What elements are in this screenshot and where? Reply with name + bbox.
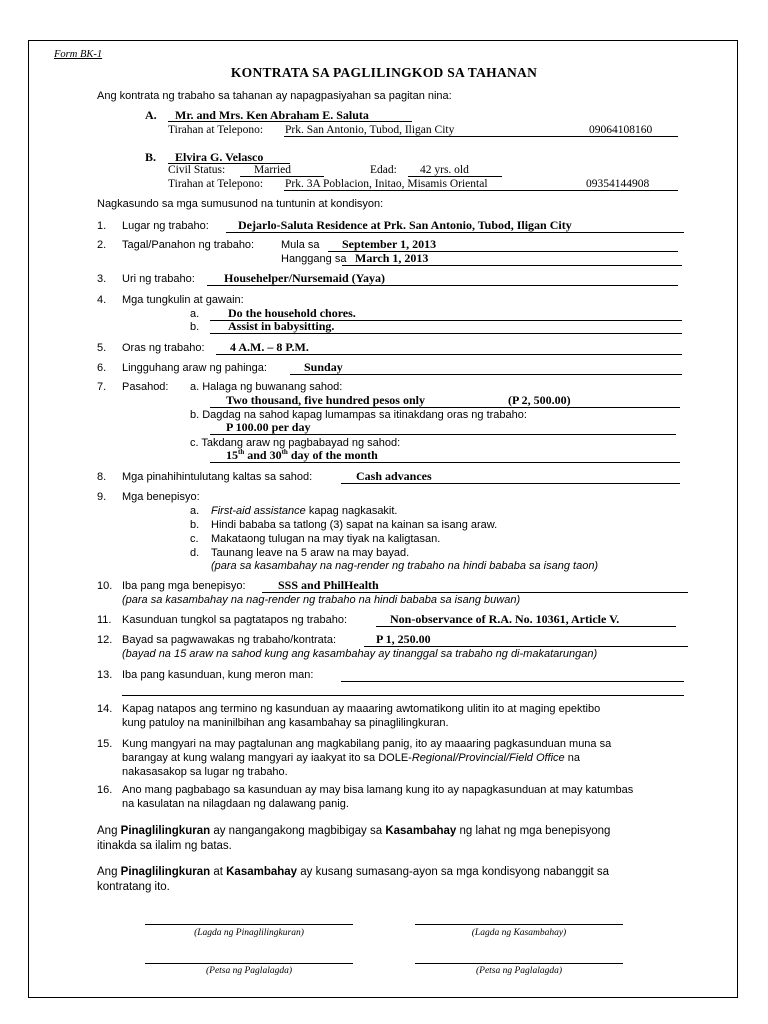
employer-date-line xyxy=(145,963,353,964)
closing-paragraph-1-line-2: itinakda sa ilalim ng batas. xyxy=(97,840,232,852)
benefit-d-marker: d. xyxy=(190,547,200,559)
party-b-address: Prk. 3A Poblacion, Initao, Misamis Oriental xyxy=(285,178,488,190)
item-16-number: 16. xyxy=(97,784,113,796)
benefit-a-text: First-aid assistance kapag nagkasakit. xyxy=(211,505,398,517)
salary-b-line xyxy=(210,434,676,435)
item-14-line-2: kung patuloy na maninilbihan ang kasambahay sa pinaglilingkuran. xyxy=(122,717,449,729)
item-3-number: 3. xyxy=(97,273,107,285)
salary-a-line xyxy=(210,407,680,408)
benefit-d-note: (para sa kasambahay na nag-render ng trabaho na hindi bababa sa isang taon) xyxy=(211,560,599,572)
item-4b-line xyxy=(210,333,682,334)
item-14-line-1: Kapag natapos ang termino ng kasunduan ay maaaring awtomatikong ulitin ito at maging epektibo xyxy=(122,703,601,715)
overtime-pay-value: P 100.00 per day xyxy=(226,420,311,434)
item-10-note: (para sa kasambahay na nag-render ng trabaho na hindi bababa sa isang buwan) xyxy=(122,594,521,606)
helper-date-caption: (Petsa ng Paglalagda) xyxy=(475,966,562,976)
party-b-marker: B. xyxy=(145,150,157,164)
intro-text: Ang kontrata ng trabaho sa tahanan ay napagpasiyahan sa pagitan nina: xyxy=(97,90,452,102)
item-7-label: Pasahod: xyxy=(122,381,169,393)
benefit-a-marker: a. xyxy=(190,505,200,517)
item-9-number: 9. xyxy=(97,491,107,503)
party-b-name: Elvira G. Velasco xyxy=(175,150,264,164)
item-14-number: 14. xyxy=(97,703,113,715)
employer-signature-line xyxy=(145,924,353,925)
item-13-line-2 xyxy=(122,695,684,696)
item-5-number: 5. xyxy=(97,342,107,354)
closing-paragraph-1: Ang Pinaglilingkuran ay nangangakong magbibigay sa Kasambahay ng lahat ng mga benepisyong xyxy=(97,825,611,837)
item-10-line xyxy=(262,592,688,593)
helper-signature-caption: (Lagda ng Kasambahay) xyxy=(471,928,567,938)
item-11-line xyxy=(376,626,676,627)
form-id: Form BK-1 xyxy=(54,49,103,60)
period-from-label: Mula sa xyxy=(281,239,320,251)
item-7-number: 7. xyxy=(97,381,107,393)
item-13-number: 13. xyxy=(97,669,113,681)
salary-a-label: a. Halaga ng buwanang sahod: xyxy=(190,381,343,393)
item-10-label: Iba pang mga benepisyo: xyxy=(122,580,246,592)
party-a-phone: 09064108160 xyxy=(589,124,653,136)
item-16-line-2: na kasulatan na nilagdaan ng dalawang panig. xyxy=(122,798,349,810)
payday-value: 15th and 30th day of the month xyxy=(226,448,378,462)
closing-paragraph-2-line-2: kontratang ito. xyxy=(97,881,170,893)
item-10-number: 10. xyxy=(97,580,113,592)
item-4-label: Mga tungkulin at gawain: xyxy=(122,294,244,306)
item-6-label: Lingguhang araw ng pahinga: xyxy=(122,362,267,374)
party-a-address: Prk. San Antonio, Tubod, Iligan City xyxy=(285,124,455,136)
helper-signature-line xyxy=(415,924,623,925)
item-3-line xyxy=(207,285,678,286)
benefit-c-text: Makataong tulugan na may tiyak na kaligtasan. xyxy=(211,533,441,545)
salary-b-label: b. Dagdag na sahod kapag lumampas sa itinakdang oras ng trabaho: xyxy=(190,409,527,421)
item-13-label: Iba pang kasunduan, kung meron man: xyxy=(122,669,314,681)
item-4-number: 4. xyxy=(97,294,107,306)
item-12-number: 12. xyxy=(97,634,113,646)
item-3-label: Uri ng trabaho: xyxy=(122,273,195,285)
other-benefits-value: SSS and PhilHealth xyxy=(278,578,379,592)
work-hours-value: 4 A.M. – 8 P.M. xyxy=(230,340,309,354)
benefit-b-text: Hindi bababa sa tatlong (3) sapat na kainan sa isang araw. xyxy=(211,519,498,531)
item-5-line xyxy=(216,354,682,355)
item-15-number: 15. xyxy=(97,738,113,750)
item-12-line xyxy=(364,646,688,647)
employer-signature-caption: (Lagda ng Pinaglilingkuran) xyxy=(194,928,304,938)
item-5-label: Oras ng trabaho: xyxy=(122,342,205,354)
rest-day-value: Sunday xyxy=(304,360,343,374)
item-15-line-1: Kung mangyari na may pagtalunan ang magkabilang panig, ito ay maaaring pagkasunduan muna sa xyxy=(122,738,612,750)
salary-c-label: c. Takdang araw ng pagbabayad ng sahod: xyxy=(190,437,401,449)
item-2-label: Tagal/Panahon ng trabaho: xyxy=(122,239,255,251)
salary-a-value: Two thousand, five hundred pesos only xyxy=(226,393,425,407)
item-12-note: (bayad na 15 araw na sahod kung ang kasambahay ay tinanggal sa trabaho ng di-makatarungan) xyxy=(122,648,598,660)
item-8-line xyxy=(341,483,680,484)
duty-b-value: Assist in babysitting. xyxy=(228,319,335,333)
work-type-value: Househelper/Nursemaid (Yaya) xyxy=(224,271,385,285)
party-a-name: Mr. and Mrs. Ken Abraham E. Saluta xyxy=(175,108,369,122)
item-4b-marker: b. xyxy=(190,321,200,333)
age-value: 42 yrs. old xyxy=(420,164,469,176)
salary-a-amount: (P 2, 500.00) xyxy=(508,393,571,407)
period-to-line xyxy=(342,265,682,266)
item-11-number: 11. xyxy=(97,614,112,626)
item-15-line-2: barangay at kung walang mangyari ay iaakyat ito sa DOLE-Regional/Provincial/Field Office na xyxy=(122,752,580,764)
item-1-label: Lugar ng trabaho: xyxy=(122,220,209,232)
benefit-b-marker: b. xyxy=(190,519,200,531)
item-1-number: 1. xyxy=(97,220,107,232)
employer-date-caption: (Petsa ng Paglalagda) xyxy=(205,966,292,976)
age-label: Edad: xyxy=(370,164,397,176)
civil-status-label: Civil Status: xyxy=(168,164,226,176)
period-to-value: March 1, 2013 xyxy=(355,251,429,265)
page-title: KONTRATA SA PAGLILINGKOD SA TAHANAN xyxy=(230,65,538,80)
party-b-phone: 09354144908 xyxy=(586,178,650,190)
item-9-label: Mga benepisyo: xyxy=(122,491,200,503)
party-a-marker: A. xyxy=(145,108,157,122)
termination-agreement-value: Non-observance of R.A. No. 10361, Article V. xyxy=(390,612,620,626)
item-4a-marker: a. xyxy=(190,308,200,320)
item-6-line xyxy=(290,374,682,375)
civil-status-value: Married xyxy=(254,164,292,176)
party-a-address-label: Tirahan at Telepono: xyxy=(168,124,264,136)
item-8-label: Mga pinahihintulutang kaltas sa sahod: xyxy=(122,471,313,483)
item-16-line-1: Ano mang pagbabago sa kasunduan ay may bisa lamang kung ito ay napagkasunduan at may katumbas xyxy=(122,784,634,796)
item-15-line-3: nakasasakop sa lugar ng trabaho. xyxy=(122,766,288,778)
item-8-number: 8. xyxy=(97,471,107,483)
item-2-number: 2. xyxy=(97,239,107,251)
closing-paragraph-2: Ang Pinaglilingkuran at Kasambahay ay kusang sumasang-ayon sa mga kondisyong nabanggit sa xyxy=(97,866,610,878)
period-from-value: September 1, 2013 xyxy=(342,237,437,251)
salary-c-line xyxy=(210,462,680,463)
period-to-label: Hanggang sa xyxy=(281,253,347,265)
agreement-intro: Nagkasundo sa mga sumusunod na tuntunin at kondisyon: xyxy=(97,198,384,210)
helper-date-line xyxy=(415,963,623,964)
benefit-c-marker: c. xyxy=(190,533,199,545)
item-6-number: 6. xyxy=(97,362,107,374)
work-location-value: Dejarlo-Saluta Residence at Prk. San Antonio, Tubod, Iligan City xyxy=(238,218,572,232)
item-12-label: Bayad sa pagwawakas ng trabaho/kontrata: xyxy=(122,634,337,646)
benefit-d-text: Taunang leave na 5 araw na may bayad. xyxy=(211,547,410,559)
item-1-line xyxy=(226,232,684,233)
termination-pay-value: P 1, 250.00 xyxy=(376,632,431,646)
duty-a-value: Do the household chores. xyxy=(228,306,356,320)
item-13-line-1 xyxy=(341,681,684,682)
item-11-label: Kasunduan tungkol sa pagtatapos ng trabaho: xyxy=(122,614,348,626)
party-b-address-label: Tirahan at Telepono: xyxy=(168,178,264,190)
deductions-value: Cash advances xyxy=(356,469,432,483)
